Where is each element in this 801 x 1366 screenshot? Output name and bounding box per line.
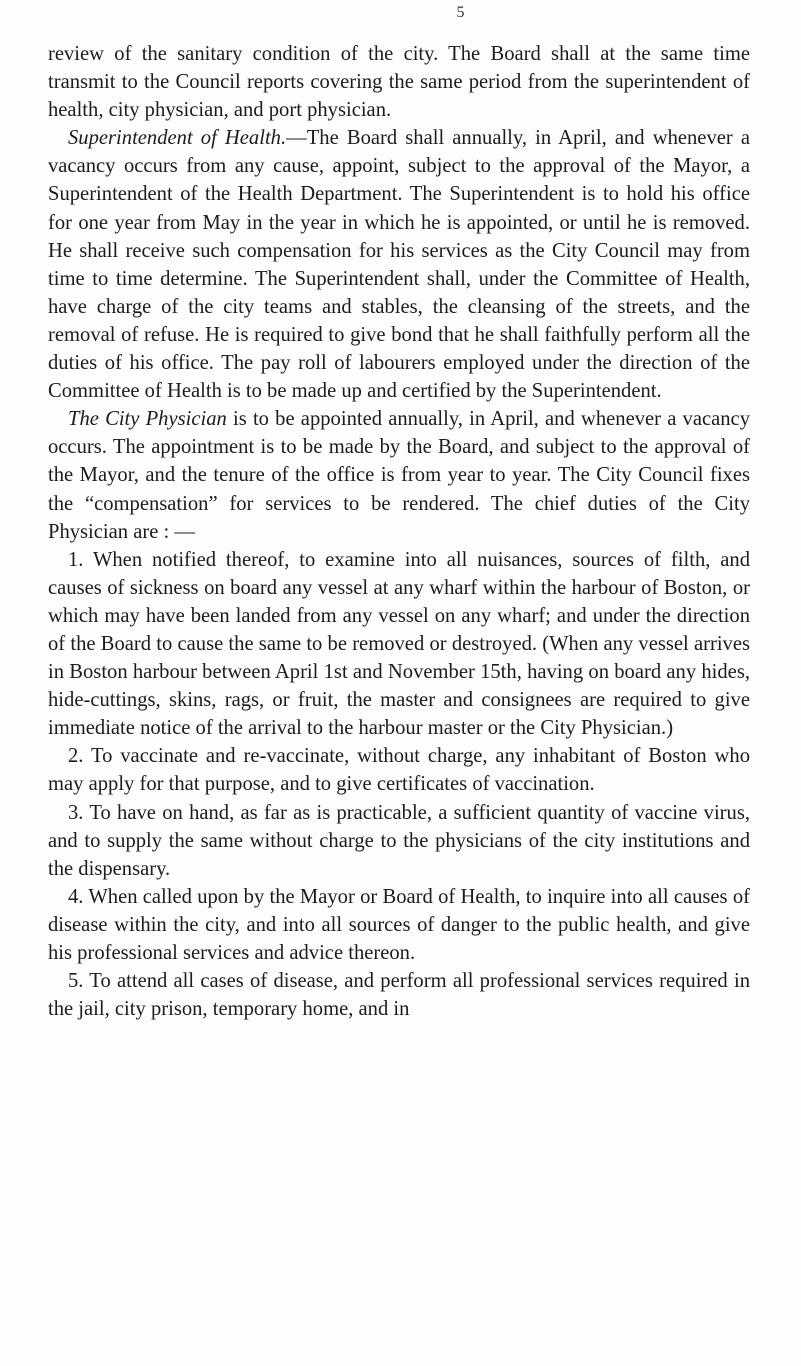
city-physician-text: is to be appointed annually, in April, and whenever a vacancy occurs. The appointment is to be made by the Board, and subject to the approval of the Mayor, and the tenure of the office is from year to year. The City Council fixes the “compensation” for services to be rendered. The chief duties of the City Physician are : — xyxy=(48,408,750,543)
duty-item-4: 4. When called upon by the Mayor or Board of Health, to inquire into all causes of disease within the city, and into all sources of danger to the public health, and give his professional services and advice thereon. xyxy=(48,885,750,964)
city-physician-heading: The City Physician xyxy=(68,408,227,431)
paragraph-city-physician xyxy=(48,405,750,545)
paragraph-superintendent xyxy=(48,124,750,405)
duty-item-3: 3. To have on hand, as far as is practicable, a sufficient quantity of vaccine virus, and to supply the same without charge to the physicians of the city institutions and the dispensary. xyxy=(48,801,750,880)
superintendent-heading: Superintendent of Health. xyxy=(68,127,287,150)
paragraph-intro: review of the sanitary condition of the city. The Board shall at the same time transmit to the Council reports covering the same period from the superintendent of health, city physician, and port physician. xyxy=(48,43,750,122)
page-number: 5 xyxy=(456,4,465,21)
superintendent-text: —The Board shall annually, in April, and whenever a vacancy occurs from any cause, appoint, subject to the approval of the Mayor, a Superintendent of the Health Department. The Superintendent is to hold his office for one year from May in the year in which he is appointed, or until he is removed. He shall receive such compensation for his services as the City Council may from time to time determine. The Superintendent shall, under the Committee of Health, have charge of the city teams and stables, the cleansing of the streets, and the removal of refuse. He is required to give bond that he shall faithfully perform all the duties of his office. The pay roll of labourers employed under the direction of the Committee of Health is to be made up and certified by the Superintendent. xyxy=(48,127,750,403)
duty-item-1: 1. When notified thereof, to examine into all nuisances, sources of filth, and causes of sickness on board any vessel at any wharf within the harbour of Boston, or which may have been landed from any vessel on any wharf; and under the direction of the Board to cause the same to be removed or destroyed. (When any vessel arrives in Boston harbour between April 1st and November 15th, having on board any hides, hide-cuttings, skins, rags, or fruit, the master and consignees are required to give immediate notice of the arrival to the harbour master or the City Physician.) xyxy=(48,548,750,740)
duty-item-2: 2. To vaccinate and re-vaccinate, without charge, any inhabitant of Boston who may apply for that purpose, and to give certificates of vaccination. xyxy=(48,745,750,796)
duty-item-5: 5. To attend all cases of disease, and perform all professional services required in the jail, city prison, temporary home, and in xyxy=(48,970,750,1021)
body-text xyxy=(48,40,750,1023)
